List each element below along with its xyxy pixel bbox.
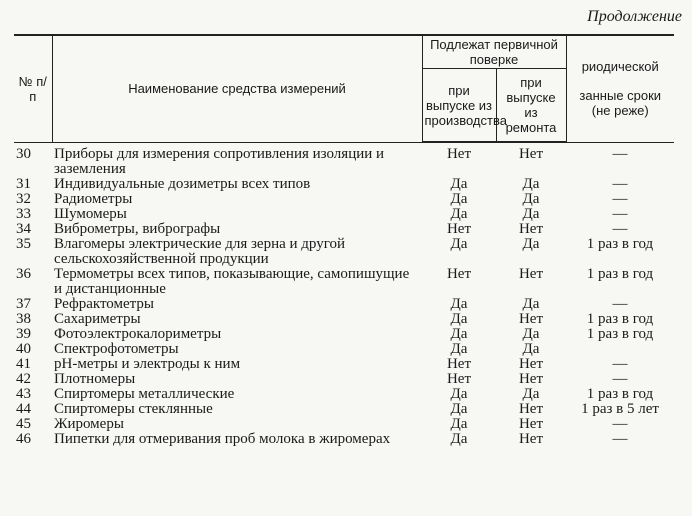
- continuation-label: Продолжение: [587, 8, 682, 25]
- periodic-value: 1 раз в год: [586, 235, 654, 252]
- from-repair-value: Да: [522, 325, 540, 342]
- on-production-value: Нет: [446, 355, 472, 372]
- on-production-value: Да: [450, 190, 468, 207]
- periodic-value: —: [612, 430, 628, 447]
- row-number: 34: [16, 220, 31, 237]
- header-number: № п/п: [14, 35, 52, 142]
- periodic-value: —: [612, 220, 628, 237]
- from-repair-value: Нет: [518, 355, 544, 372]
- periodic-value: —: [612, 415, 628, 432]
- table-row: [14, 342, 674, 357]
- instrument-name: Радиометры: [54, 190, 133, 207]
- table-row: [14, 207, 674, 222]
- header-periodic: [566, 35, 674, 142]
- row-number: 33: [16, 205, 31, 222]
- instrument-name: Пипетки для отмеривания проб молока в жиромерах: [54, 430, 391, 447]
- row-number: 42: [16, 370, 31, 387]
- instrument-name: Индивидуальные дозиметры всех типов: [54, 175, 311, 192]
- row-number: 36: [16, 265, 31, 282]
- from-repair-value: Нет: [518, 430, 544, 447]
- periodic-value: —: [612, 190, 628, 207]
- on-production-value: Да: [450, 235, 468, 252]
- from-repair-value: Нет: [518, 400, 544, 417]
- periodic-value: 1 раз в год: [586, 325, 654, 342]
- row-number: 39: [16, 325, 31, 342]
- on-production-value: Да: [450, 205, 468, 222]
- on-production-value: Да: [450, 295, 468, 312]
- table-row: [14, 192, 674, 207]
- table-row: [14, 267, 674, 297]
- from-repair-value: Нет: [518, 265, 544, 282]
- table-row: [14, 222, 674, 237]
- instrument-name: Фотоэлектрокалориметры: [54, 325, 222, 342]
- header-name: Наименование средства измерений: [52, 35, 422, 142]
- row-number: 43: [16, 385, 31, 402]
- instrument-name: Спиртомеры металлические: [54, 385, 235, 402]
- row-number: 32: [16, 190, 31, 207]
- instrument-name: Шумомеры: [54, 205, 127, 222]
- instrument-name: Спиртомеры стеклянные: [54, 400, 213, 417]
- from-repair-value: Да: [522, 295, 540, 312]
- table-row: [14, 432, 674, 447]
- header-periodic-line2: занные сроки (не реже): [579, 88, 662, 119]
- row-number: 37: [16, 295, 31, 312]
- from-repair-value: Да: [522, 340, 540, 357]
- table-row: [14, 372, 674, 387]
- from-repair-value: Нет: [518, 146, 544, 162]
- periodic-value: 1 раз в 5 лет: [581, 400, 659, 417]
- on-production-value: Нет: [446, 370, 472, 387]
- periodic-value: 1 раз в год: [586, 385, 654, 402]
- table-row: [14, 177, 674, 192]
- on-production-value: Да: [450, 340, 468, 357]
- table-row: [14, 327, 674, 342]
- row-number: 45: [16, 415, 31, 432]
- row-number: 38: [16, 310, 31, 327]
- from-repair-value: Да: [522, 175, 540, 192]
- on-production-value: Да: [450, 415, 468, 432]
- periodic-value: —: [612, 145, 628, 162]
- row-number: 31: [16, 175, 31, 192]
- periodic-value: [566, 342, 674, 357]
- instrument-name: pH-метры и электроды к ним: [54, 355, 241, 372]
- periodic-value: —: [612, 370, 628, 387]
- instrument-name: Жиромеры: [54, 415, 124, 432]
- on-production-value: Да: [450, 325, 468, 342]
- row-number: 46: [16, 430, 31, 447]
- instrument-name: Спектрофотометры: [54, 340, 179, 357]
- table-row: [14, 142, 674, 177]
- periodic-value: —: [612, 175, 628, 192]
- from-repair-value: Да: [522, 190, 540, 207]
- on-production-value: Да: [450, 175, 468, 192]
- instrument-name: Плотномеры: [54, 370, 136, 387]
- table-header: [14, 35, 674, 142]
- table-row: [14, 237, 674, 267]
- header-from-repair: при выпуске из ремонта: [496, 69, 566, 143]
- header-primary-verification: Подлежат первичной поверке: [422, 35, 566, 69]
- instrument-name: Виброметры, вибрографы: [54, 220, 221, 237]
- on-production-value: Нет: [446, 146, 472, 162]
- periodic-value: —: [612, 355, 628, 372]
- from-repair-value: Да: [522, 385, 540, 402]
- on-production-value: Да: [450, 400, 468, 417]
- table-row: [14, 357, 674, 372]
- row-number: 35: [16, 235, 31, 252]
- from-repair-value: Нет: [518, 415, 544, 432]
- table-row: [14, 312, 674, 327]
- row-number: 40: [16, 340, 31, 357]
- instrument-name: Рефрактометры: [54, 295, 154, 312]
- from-repair-value: Нет: [518, 220, 544, 237]
- periodic-value: 1 раз в год: [586, 265, 654, 282]
- periodic-value: —: [612, 295, 628, 312]
- from-repair-value: Нет: [518, 370, 544, 387]
- instrument-name: Приборы для измерения сопротивления изоляции и заземления: [54, 145, 385, 177]
- periodic-value: —: [612, 205, 628, 222]
- table-row: [14, 297, 674, 312]
- from-repair-value: Да: [522, 235, 540, 252]
- row-number: 30: [16, 145, 31, 162]
- on-production-value: Нет: [446, 265, 472, 282]
- instrument-name: Термометры всех типов, показывающие, самопишущие и дистанционные: [54, 265, 410, 297]
- from-repair-value: Да: [522, 205, 540, 222]
- row-number: 44: [16, 400, 31, 417]
- header-on-production: при выпуске из производства: [422, 69, 496, 143]
- table-body: [14, 142, 674, 447]
- from-repair-value: Нет: [518, 310, 544, 327]
- row-number: 41: [16, 355, 31, 372]
- header-periodic-line1: риодической: [581, 59, 659, 75]
- instrument-name: Сахариметры: [54, 310, 141, 327]
- periodic-value: 1 раз в год: [586, 310, 654, 327]
- table-row: [14, 402, 674, 417]
- on-production-value: Да: [450, 385, 468, 402]
- table-row: [14, 417, 674, 432]
- on-production-value: Да: [450, 430, 468, 447]
- table-row: [14, 387, 674, 402]
- on-production-value: Да: [450, 310, 468, 327]
- instrument-name: Влагомеры электрические для зерна и другой сельскохозяйственной продукции: [54, 235, 346, 267]
- measurement-instruments-table: [14, 34, 674, 447]
- on-production-value: Нет: [446, 220, 472, 237]
